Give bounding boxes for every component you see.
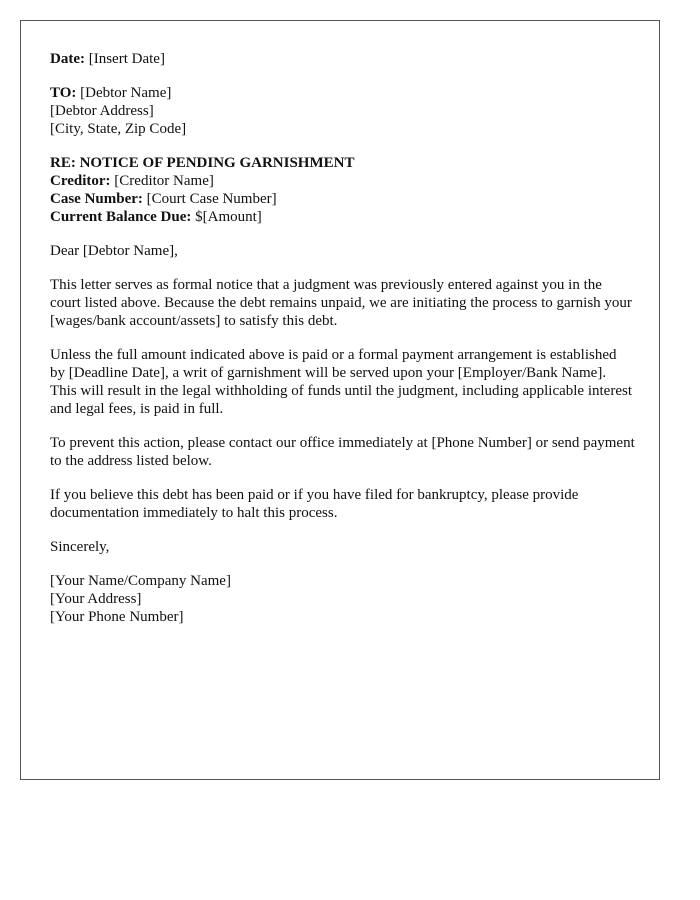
recipient-name: [Debtor Name]: [80, 85, 172, 101]
recipient-name-line: [50, 84, 635, 102]
recipient-city: [City, State, Zip Code]: [50, 121, 187, 137]
reference-block: [50, 154, 635, 226]
letter-body: [50, 50, 635, 642]
date-value: [Insert Date]: [88, 51, 165, 67]
paragraph-dispute: If you believe this debt has been paid or if you have filed for bankruptcy, please provide documentation immediately to halt this process.: [50, 487, 579, 521]
signature-phone: [Your Phone Number]: [50, 609, 184, 625]
creditor-value: [Creditor Name]: [114, 173, 214, 189]
salutation: Dear [Debtor Name],: [50, 243, 178, 259]
case-number-value: [Court Case Number]: [146, 191, 277, 207]
balance-value: $[Amount]: [195, 209, 262, 225]
case-number-label: Case Number:: [50, 191, 143, 207]
balance-line: [50, 208, 635, 226]
creditor-label: Creditor:: [50, 173, 111, 189]
case-number-line: [50, 190, 635, 208]
balance-label: Current Balance Due:: [50, 209, 192, 225]
signature-name: [Your Name/Company Name]: [50, 573, 231, 589]
recipient-label: TO:: [50, 85, 77, 101]
creditor-line: [50, 172, 635, 190]
closing: Sincerely,: [50, 539, 110, 555]
paragraph-contact: To prevent this action, please contact our office immediately at [Phone Number] or send payment to the address listed below.: [50, 435, 635, 469]
signature-address: [Your Address]: [50, 591, 142, 607]
signature-block: [50, 572, 635, 626]
date-block: [50, 50, 635, 68]
paragraph-garnishment: Unless the full amount indicated above is paid or a formal payment arrangement is established by [Deadline Date], a writ of garnishment will be served upon your [Employer/Bank Name]. This will result in the legal withholding of funds until the judgment, including applicable interest and legal fees, is paid in full.: [50, 347, 632, 417]
date-label: Date:: [50, 51, 85, 67]
recipient-block: [50, 84, 635, 138]
paragraph-notice: This letter serves as formal notice that a judgment was previously entered against you in the court listed above. Because the debt remains unpaid, we are initiating the process to garnish your [wages/bank account/assets] to satisfy this debt.: [50, 277, 632, 329]
date-line: [50, 50, 635, 68]
reference-heading: RE: NOTICE OF PENDING GARNISHMENT: [50, 155, 355, 171]
letter-page: [20, 20, 660, 780]
recipient-address: [Debtor Address]: [50, 103, 154, 119]
